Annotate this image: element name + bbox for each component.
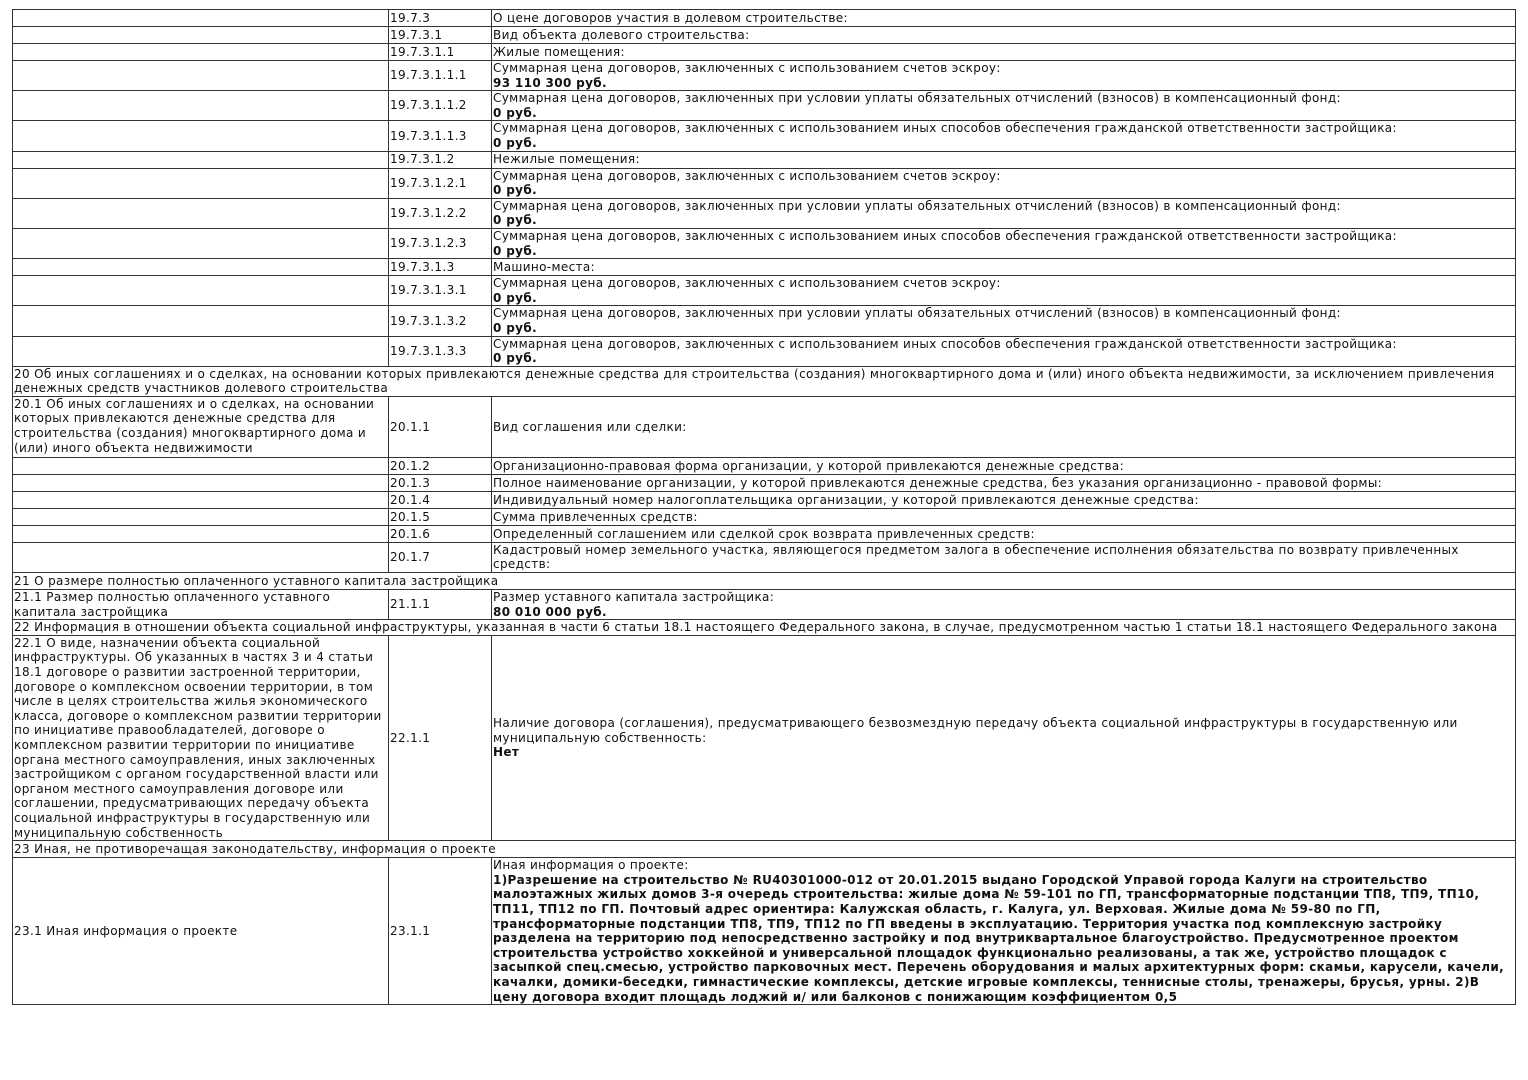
item-code: 19.7.3.1 — [389, 27, 492, 44]
section-cell — [13, 10, 389, 27]
section-header: 22 Информация в отношении объекта социальной инфраструктуры, указанная в части 6 статьи 18.1 настоящего Федерального закона, в случае, предусмотренном частью 1 статьи 18.1 настоящего Федерального закона — [13, 620, 1516, 636]
disclosure-table — [12, 9, 1516, 1005]
item-code: 19.7.3.1.1.3 — [389, 121, 492, 151]
section-header: 21 О размере полностью оплаченного уставного капитала застройщика — [13, 573, 1516, 590]
item-code: 20.1.1 — [389, 396, 492, 457]
section-cell — [13, 542, 389, 572]
table-row — [13, 635, 1516, 840]
item-code: 19.7.3.1.3 — [389, 259, 492, 276]
item-value: Нет — [493, 745, 520, 760]
item-code: 19.7.3.1.2.3 — [389, 228, 492, 258]
section-header-row — [13, 366, 1516, 396]
item-label: Наличие договора (соглашения), предусматривающего безвозмездную передачу объекта социальной инфраструктуры в государственную или муниципальную собственность: Нет — [492, 635, 1516, 840]
section-cell — [13, 61, 389, 91]
item-code: 23.1.1 — [389, 858, 492, 1005]
item-value: 0 руб. — [493, 135, 537, 150]
table-row — [13, 91, 1516, 121]
subsection-title: 22.1 О виде, назначении объекта социальной инфраструктуры. Об указанных в частях 3 и 4 статьи 18.1 договоре о развитии застроенной территории, договоре о комплексном освоении территории, в том числе в целях строительства жилья экономического класса, договоре о комплексном развитии территории по инициативе правообладателей, договоре о комплексном развитии территории по инициативе органа местного самоуправления, иных заключенных застройщиком с органом государственной власти или органом местного самоуправления договоре или соглашении, предусматривающих передачу объекта социальной инфраструктуры в государственную или муниципальную собственность — [13, 635, 389, 840]
item-label: Суммарная цена договоров, заключенных с использованием иных способов обеспечения гражданской ответственности застройщика: 0 руб. — [492, 121, 1516, 151]
item-code: 19.7.3.1.1.1 — [389, 61, 492, 91]
section-header: 20 Об иных соглашениях и о сделках, на основании которых привлекаются денежные средства для строительства (создания) многоквартирного дома и (или) иного объекта недвижимости, за исключением привлечения денежных средств участников долевого строительства — [13, 366, 1516, 396]
item-value: 0 руб. — [493, 183, 537, 198]
item-value: 0 руб. — [493, 351, 537, 366]
item-code: 20.1.3 — [389, 474, 492, 491]
subsection-title: 20.1 Об иных соглашениях и о сделках, на основании которых привлекаются денежные средства для строительства (создания) многоквартирного дома и (или) иного объекта недвижимости — [13, 396, 389, 457]
item-label: Сумма привлеченных средств: — [492, 508, 1516, 525]
section-cell — [13, 91, 389, 121]
item-label: Нежилые помещения: — [492, 151, 1516, 168]
section-cell — [13, 508, 389, 525]
section-cell — [13, 474, 389, 491]
item-label: Суммарная цена договоров, заключенных с использованием счетов эскроу: 0 руб. — [492, 168, 1516, 198]
section-cell — [13, 491, 389, 508]
item-value: 93 110 300 руб. — [493, 75, 607, 90]
section-header-row — [13, 573, 1516, 590]
item-label: Организационно-правовая форма организации, у которой привлекаются денежные средства: — [492, 457, 1516, 474]
item-label: Полное наименование организации, у которой привлекаются денежные средства, без указания организационно - правовой формы: — [492, 474, 1516, 491]
item-value: 0 руб. — [493, 105, 537, 120]
item-label: Суммарная цена договоров, заключенных при условии уплаты обязательных отчислений (взносов) в компенсационный фонд: 0 руб. — [492, 91, 1516, 121]
section-cell — [13, 168, 389, 198]
item-value: 0 руб. — [493, 213, 537, 228]
section-cell — [13, 27, 389, 44]
table-row — [13, 228, 1516, 258]
item-label: Размер уставного капитала застройщика: 80 010 000 руб. — [492, 590, 1516, 620]
section-cell — [13, 457, 389, 474]
table-row — [13, 491, 1516, 508]
item-label: Машино-места: — [492, 259, 1516, 276]
item-label: Суммарная цена договоров, заключенных при условии уплаты обязательных отчислений (взносов) в компенсационный фонд: 0 руб. — [492, 198, 1516, 228]
table-row — [13, 508, 1516, 525]
item-code: 19.7.3 — [389, 10, 492, 27]
table-row — [13, 306, 1516, 336]
table-row — [13, 457, 1516, 474]
item-label: Суммарная цена договоров, заключенных с использованием счетов эскроу: 0 руб. — [492, 276, 1516, 306]
item-label: Иная информация о проекте: 1)Разрешение на строительство № RU40301000-012 от 20.01.2015 выдано Городской Управой города Калуги на строительство малоэтажных жилых домов 3-я очередь строительства: жилые дома № 59-101 по ГП, трансформаторные подстанции ТП8, ТП9, ТП10, ТП11, ТП12 по ГП. Почтовый адрес ориентира: Калужская область, г. Калуга, ул. Верховая. Жилые дома № 59-80 по ГП, трансформаторные подстанции ТП8, ТП9, ТП12 по ГП введены в эксплуатацию. Территория участка под комплексную застройку разделена на территорию под непосредственно застройку и под внутриквартальное благоустройство. Предусмотренное проектом строительства устройство хоккейной и универсальной площадок функционально реализованы, а так же, устройство площадок с засыпкой спец.смесью, устройство парковочных мест. Перечень оборудования и малых архитектурных форм: скамьи, карусели, качели, качалки, домики-беседки, гимнастические комплексы, детские игровые комплексы, теннисные столы, тренажеры, брусья, урны. 2)В цену договора входит площадь лоджий и/ или балконов с понижающим коэффициентом 0,5 — [492, 858, 1516, 1005]
section-header-row — [13, 841, 1516, 858]
table-row — [13, 396, 1516, 457]
item-code: 19.7.3.1.3.3 — [389, 336, 492, 366]
table-row — [13, 336, 1516, 366]
item-label: Суммарная цена договоров, заключенных при условии уплаты обязательных отчислений (взносов) в компенсационный фонд: 0 руб. — [492, 306, 1516, 336]
table-row — [13, 542, 1516, 572]
subsection-title: 21.1 Размер полностью оплаченного уставного капитала застройщика — [13, 590, 389, 620]
item-label: Определенный соглашением или сделкой срок возврата привлеченных средств: — [492, 525, 1516, 542]
table-row — [13, 10, 1516, 27]
table-row — [13, 858, 1516, 1005]
item-code: 19.7.3.1.2.2 — [389, 198, 492, 228]
item-code: 19.7.3.1.3.2 — [389, 306, 492, 336]
item-code: 19.7.3.1.2.1 — [389, 168, 492, 198]
section-cell — [13, 151, 389, 168]
table-row — [13, 151, 1516, 168]
section-cell — [13, 121, 389, 151]
item-label: Вид соглашения или сделки: — [492, 396, 1516, 457]
item-code: 19.7.3.1.1 — [389, 44, 492, 61]
table-row — [13, 276, 1516, 306]
item-code: 19.7.3.1.2 — [389, 151, 492, 168]
table-row — [13, 259, 1516, 276]
section-cell — [13, 336, 389, 366]
item-code: 20.1.6 — [389, 525, 492, 542]
section-cell — [13, 259, 389, 276]
table-row — [13, 590, 1516, 620]
table-row — [13, 44, 1516, 61]
section-header-row — [13, 620, 1516, 636]
section-cell — [13, 525, 389, 542]
table-row — [13, 198, 1516, 228]
table-row — [13, 61, 1516, 91]
item-value: 1)Разрешение на строительство № RU40301000-012 от 20.01.2015 выдано Городской Управой города Калуги на строительство малоэтажных жилых домов 3-я очередь строительства: жилые дома № 59-101 по ГП, трансформаторные подстанции ТП8, ТП9, ТП10, ТП11, ТП12 по ГП. Почтовый адрес ориентира: Калужская область, г. Калуга, ул. Верховая. Жилые дома № 59-80 по ГП, трансформаторные подстанции ТП8, ТП9, ТП12 по ГП введены в эксплуатацию. Территория участка под комплексную застройку разделена на территорию под непосредственно застройку и под внутриквартальное благоустройство. Предусмотренное проектом строительства устройство хоккейной и универсальной площадок функционально реализованы, а так же, устройство площадок с засыпкой спец.смесью, устройство парковочных мест. Перечень оборудования и малых архитектурных форм: скамьи, карусели, качели, качалки, домики-беседки, гимнастические комплексы, детские игровые комплексы, теннисные столы, тренажеры, брусья, урны. 2)В цену договора входит площадь лоджий и/ или балконов с понижающим коэффициентом 0,5 — [493, 872, 1505, 1004]
section-cell — [13, 228, 389, 258]
item-code: 21.1.1 — [389, 590, 492, 620]
section-cell — [13, 276, 389, 306]
section-cell — [13, 44, 389, 61]
item-label: Суммарная цена договоров, заключенных с использованием иных способов обеспечения гражданской ответственности застройщика: 0 руб. — [492, 228, 1516, 258]
item-label: Суммарная цена договоров, заключенных с использованием счетов эскроу: 93 110 300 руб. — [492, 61, 1516, 91]
item-code: 20.1.4 — [389, 491, 492, 508]
table-row — [13, 525, 1516, 542]
item-label: Вид объекта долевого строительства: — [492, 27, 1516, 44]
item-code: 20.1.5 — [389, 508, 492, 525]
item-label: О цене договоров участия в долевом строительстве: — [492, 10, 1516, 27]
subsection-title: 23.1 Иная информация о проекте — [13, 858, 389, 1005]
item-label: Жилые помещения: — [492, 44, 1516, 61]
table-row — [13, 27, 1516, 44]
table-row — [13, 474, 1516, 491]
item-code: 22.1.1 — [389, 635, 492, 840]
item-label: Кадастровый номер земельного участка, являющегося предметом залога в обеспечение исполнения обязательства по возврату привлеченных средств: — [492, 542, 1516, 572]
section-cell — [13, 198, 389, 228]
item-code: 20.1.2 — [389, 457, 492, 474]
item-code: 19.7.3.1.3.1 — [389, 276, 492, 306]
item-label: Индивидуальный номер налогоплательщика организации, у которой привлекаются денежные средства: — [492, 491, 1516, 508]
item-code: 19.7.3.1.1.2 — [389, 91, 492, 121]
section-cell — [13, 306, 389, 336]
item-value: 0 руб. — [493, 320, 537, 335]
table-row — [13, 121, 1516, 151]
item-code: 20.1.7 — [389, 542, 492, 572]
section-header: 23 Иная, не противоречащая законодательству, информация о проекте — [13, 841, 1516, 858]
item-value: 0 руб. — [493, 243, 537, 258]
item-value: 80 010 000 руб. — [493, 604, 607, 619]
item-label: Суммарная цена договоров, заключенных с использованием иных способов обеспечения гражданской ответственности застройщика: 0 руб. — [492, 336, 1516, 366]
item-value: 0 руб. — [493, 290, 537, 305]
table-row — [13, 168, 1516, 198]
